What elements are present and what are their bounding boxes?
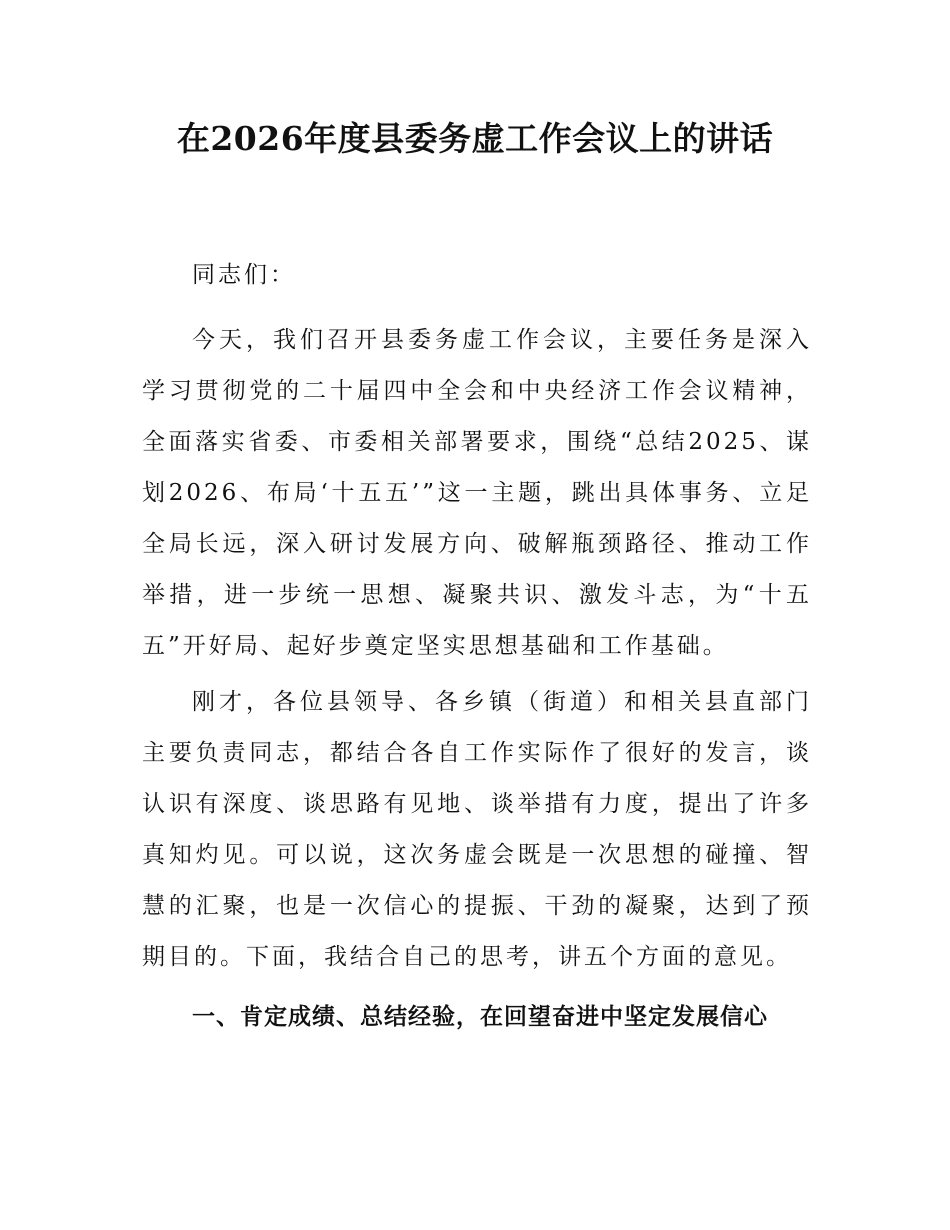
paragraph-opening: 今天，我们召开县委务虚工作会议，主要任务是深入学习贯彻党的二十届四中全会和中央经济工作会议精神，全面落实省委、市委相关部署要求，围绕“总结2025、谋划2026、布局‘十五五’”这一主题，跳出具体事务、立足全局长远，深入研讨发展方向、破解瓶颈路径、推动工作举措，进一步统一思想、凝聚共识、激发斗志，为“十五五”开好局、起好步奠定坚实思想基础和工作基础。 — [142, 327, 812, 659]
paragraph-remarks: 刚才，各位县领导、各乡镇（街道）和相关县直部门主要负责同志，都结合各自工作实际作了很好的发言，谈认识有深度、谈思路有见地、谈举措有力度，提出了许多真知灼见。可以说，这次务虚会既是一次思想的碰撞、智慧的汇聚，也是一次信心的提振、干劲的凝聚，达到了预期目的。下面，我结合自己的思考，讲五个方面的意见。 — [142, 689, 812, 970]
section-heading: 一、肯定成绩、总结经验，在回望奋进中坚定发展信心 — [192, 1004, 768, 1030]
salutation: 同志们： — [192, 262, 296, 288]
document-title: 在2026年度县委务虚工作会议上的讲话 — [176, 119, 774, 158]
